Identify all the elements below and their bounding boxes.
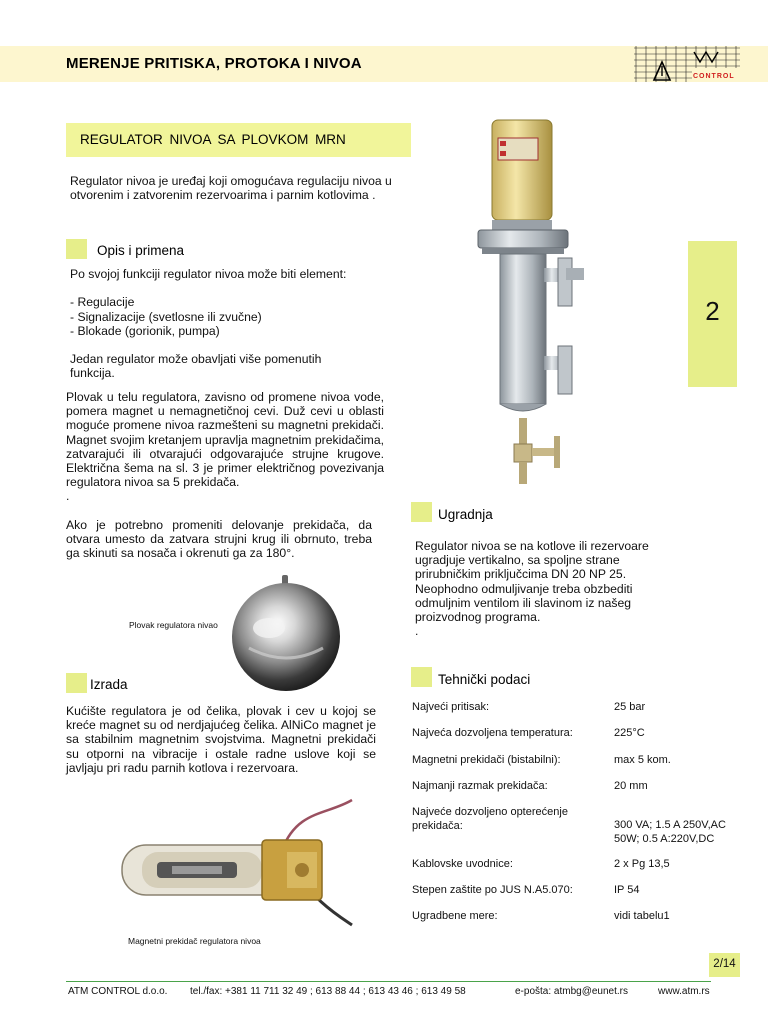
intro-text: Regulator nivoa je uređaj koji omogućava regulaciju nivoa u otvorenim i zatvorenim rezervoarima i parnim kotlovima . xyxy=(70,174,392,203)
section-title-ugradnja: Ugradnja xyxy=(438,507,493,522)
level-regulator-photo xyxy=(468,118,598,488)
spec-label: Najveći pritisak: xyxy=(412,701,490,713)
spec-label: Magnetni prekidači (bistabilni): xyxy=(412,754,561,766)
float-image-caption: Plovak regulatora nivao xyxy=(129,620,218,630)
section-title-tehnicki: Tehnički podaci xyxy=(438,672,531,687)
section-title-izrada: Izrada xyxy=(90,677,128,692)
spec-value: 20 mm xyxy=(614,780,648,792)
chapter-number: 2 xyxy=(705,296,720,326)
ugradnja-paragraph xyxy=(415,539,687,638)
opis-line: - Signalizacije (svetlosne ili zvučne) xyxy=(70,309,262,324)
spec-value: 225°C xyxy=(614,727,645,739)
footer-divider xyxy=(66,981,711,982)
opis-line xyxy=(70,281,410,295)
spec-value: 300 VA; 1.5 A 250V,AC 50W; 0.5 A:220V,DC xyxy=(614,819,726,845)
opis-line: Jedan regulator može obavljati više pomenutih xyxy=(70,352,322,367)
spec-value: 25 bar xyxy=(614,701,646,713)
spec-label: Najveće dozvoljeno opterećenje prekidača: xyxy=(412,806,568,832)
opis-line xyxy=(70,338,410,352)
footer-website[interactable]: www.atm.rs xyxy=(658,986,710,997)
izrada-text: Kućište regulatora je od čelika, plovak i cev u kojoj se kreće magnet su od nerdjajućeg čelika. AlNiCo magnet je sa stabilnim magnetnim svojstvima. Magnetni prekidači su otporni na vibracije i ostale radne uslove koji se javljaju pri radu parnih kotlova i rezervoara. xyxy=(66,704,376,775)
spec-value: max 5 kom. xyxy=(614,754,671,766)
plovak-text: Plovak u telu regulatora, zavisno od promene nivoa vode, pomera magnet u nemagnetičnoj cevi. Duž cevi u oblasti moguće promene nivoa razmešteni su magnetni prekidači. Magnet svojim kretanjem upravlja magnetnim prekidačima, zatvarajući ili otvarajući odgovarajuće strujne krugove. Električna šema na sl. 3 je primer električnog povezivanja regulatora nivoa sa 5 prekidača. xyxy=(66,390,384,490)
section-title-opis: Opis i primena xyxy=(97,243,185,258)
plovak-text-end: . xyxy=(66,489,70,504)
spec-value: vidi tabelu1 xyxy=(614,910,670,922)
float-ball-image xyxy=(229,573,343,693)
opis-line: - Regulacije xyxy=(70,295,135,310)
section-marker xyxy=(66,239,87,259)
spec-value: IP 54 xyxy=(614,884,640,896)
plovak-paragraph xyxy=(66,390,384,504)
product-title: REGULATOR NIVOA SA PLOVKOM MRN xyxy=(80,132,346,147)
ako-paragraph: Ako je potrebno promeniti delovanje prekidača, da otvara umesto da zatvara strujni krug ili obrnuto, treba ga skinuti sa nosača i okrenuti ga za 180°. xyxy=(66,518,372,561)
section-marker xyxy=(66,673,87,693)
spec-label: Kablovske uvodnice: xyxy=(412,858,513,870)
switch-image-caption: Magnetni prekidač regulatora nivoa xyxy=(128,936,261,946)
section-marker xyxy=(411,502,432,522)
opis-line: funkcija. xyxy=(70,366,115,381)
spec-label: Stepen zaštite po JUS N.A5.070: xyxy=(412,884,573,896)
opis-line: - Blokade (gorionik, pumpa) xyxy=(70,323,220,338)
page-number: 2/14 xyxy=(713,958,736,970)
section-marker xyxy=(411,667,432,687)
spec-label: Najmanji razmak prekidača: xyxy=(412,780,548,792)
magnetic-switch-image xyxy=(112,790,362,930)
spec-label: Najveća dozvoljena temperatura: xyxy=(412,727,573,739)
spec-value: 2 x Pg 13,5 xyxy=(614,858,670,870)
footer-company: ATM CONTROL d.o.o. xyxy=(68,986,168,997)
logo-text: CONTROL xyxy=(693,73,735,80)
opis-line: Po svojoj funkciji regulator nivoa može biti element: xyxy=(70,267,347,281)
footer-phones: tel./fax: +381 11 711 32 49 ; 613 88 44 ; 613 43 46 ; 613 49 58 xyxy=(190,986,466,997)
spec-label: Ugradbene mere: xyxy=(412,910,498,922)
page-header-title: MERENJE PRITISKA, PROTOKA I NIVOA xyxy=(66,55,362,72)
footer-email[interactable]: e-pošta: atmbg@eunet.rs xyxy=(515,986,628,997)
ugradnja-text: Regulator nivoa se na kotlove ili rezervoare ugradjuje vertikalno, sa spoljne strane prirubničkim priključcima DN 20 NP 25. Neophodno odmuljivanje treba obzbediti odmuljnim ventilom ili slavinom iz našeg proizvodnog programa. xyxy=(415,539,649,625)
ugradnja-text-end: . xyxy=(415,624,419,639)
opis-list xyxy=(70,267,410,381)
